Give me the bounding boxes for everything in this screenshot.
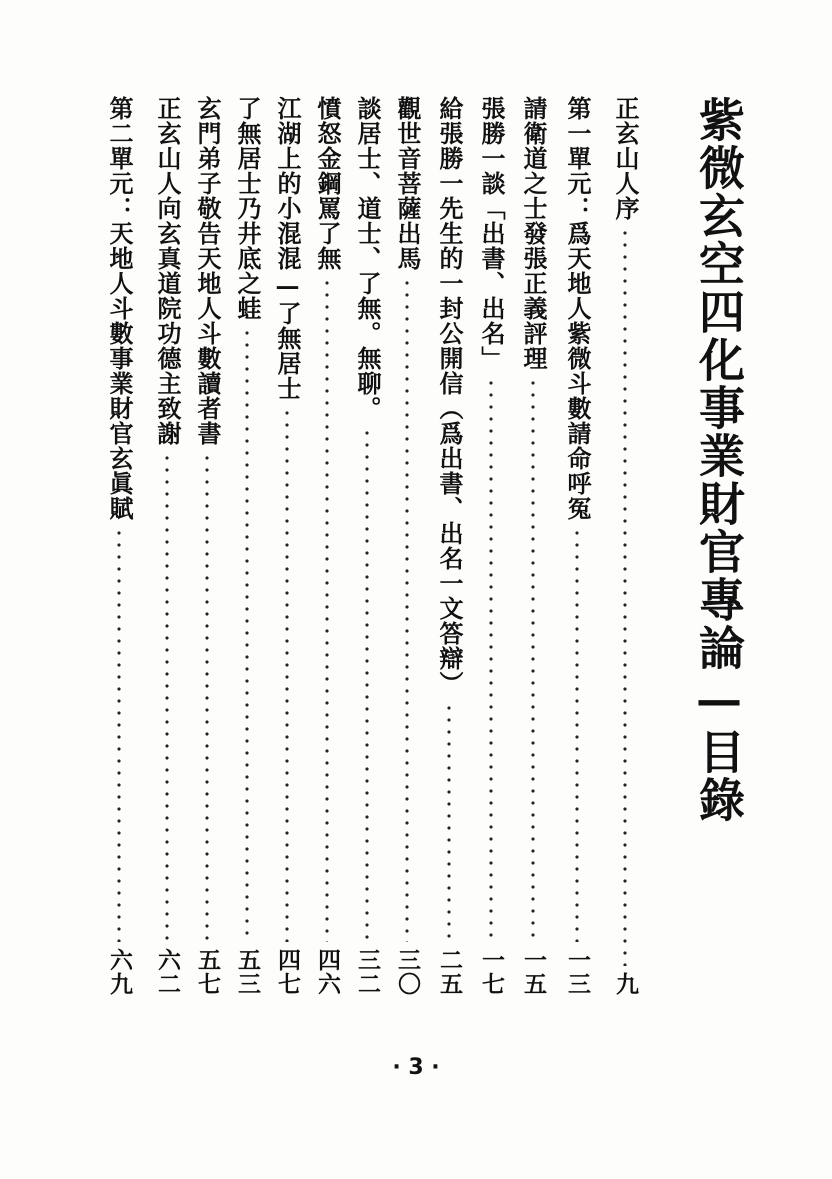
toc-entry (476, 96, 506, 996)
page-title: 紫微玄空四化事業財官專論—目錄 (692, 96, 746, 824)
toc-leader-dots (489, 377, 493, 942)
toc-entry-text: 給張勝一先生的一封公開信（爲出書、出名一文答辯） (435, 96, 464, 696)
toc-leader-dots (575, 527, 579, 942)
toc-entry-text: 正玄山人序 (611, 96, 640, 221)
toc-entry-page: 六二 (154, 948, 181, 996)
toc-entry-text: 正玄山人向玄真道院功德主致謝 (153, 96, 182, 446)
toc-leader-dots (117, 527, 121, 942)
toc-entry (610, 96, 640, 996)
toc-entry-page: 三〇 (394, 948, 421, 996)
toc-leader-dots (365, 427, 369, 942)
toc-entry-page: 五三 (234, 948, 261, 996)
toc-entry-text: 張勝一談「出書、出名」 (477, 96, 506, 371)
toc-leader-dots (405, 277, 409, 942)
toc-entry-text: 請衛道之士發張正義評理 (519, 96, 548, 371)
toc-entry-text: 憤怒金鋼罵了無 (313, 96, 342, 271)
toc-leader-dots (623, 227, 627, 966)
toc-entry-page: 二五 (436, 948, 463, 996)
toc-entry (272, 96, 302, 996)
toc-entry (312, 96, 342, 996)
toc-leader-dots (165, 452, 169, 942)
toc-leader-dots (245, 327, 249, 942)
toc-entry-page: 五七 (194, 948, 221, 996)
toc-entry (192, 96, 222, 996)
toc-entry-page: 一五 (520, 948, 547, 996)
toc-leader-dots (285, 407, 289, 942)
toc-entry-page: 四七 (274, 948, 301, 996)
toc-entry-text: 談居士、道士、了無。無聊。 (353, 96, 382, 421)
toc-leader-dots (325, 277, 329, 942)
toc-entry-text: 第二單元：天地人斗數事業財官玄眞賦 (105, 96, 134, 521)
toc-entry-page: 四六 (314, 948, 341, 996)
toc-entry (518, 96, 548, 996)
toc-leader-dots (447, 702, 451, 942)
toc-leader-dots (205, 452, 209, 942)
toc-entry-page: 三二 (354, 948, 381, 996)
toc-entry-page: 九 (612, 972, 639, 996)
toc-entry (392, 96, 422, 996)
toc-entry (434, 96, 464, 996)
toc-entry (152, 96, 182, 996)
toc-leader-dots (531, 377, 535, 942)
toc-entry-text: 江湖上的小混混—了無居士 (273, 96, 302, 401)
page-number: · 3 · (392, 1055, 440, 1080)
toc-entry-text: 了無居士乃井底之蛙 (233, 96, 262, 321)
toc-entry (104, 96, 134, 996)
toc-entry-text: 觀世音菩薩出馬 (393, 96, 422, 271)
toc-entry-page: 一三 (564, 948, 591, 996)
toc-entry (232, 96, 262, 996)
toc-entry-text: 玄門弟子敬告天地人斗數讀者書 (193, 96, 222, 446)
toc-entry-text: 第一單元：爲天地人紫微斗數請命呼冤 (563, 96, 592, 521)
toc-entry-page: 六九 (106, 948, 133, 996)
toc-entry (352, 96, 382, 996)
toc-entry (562, 96, 592, 996)
toc-entry-page: 一七 (478, 948, 505, 996)
